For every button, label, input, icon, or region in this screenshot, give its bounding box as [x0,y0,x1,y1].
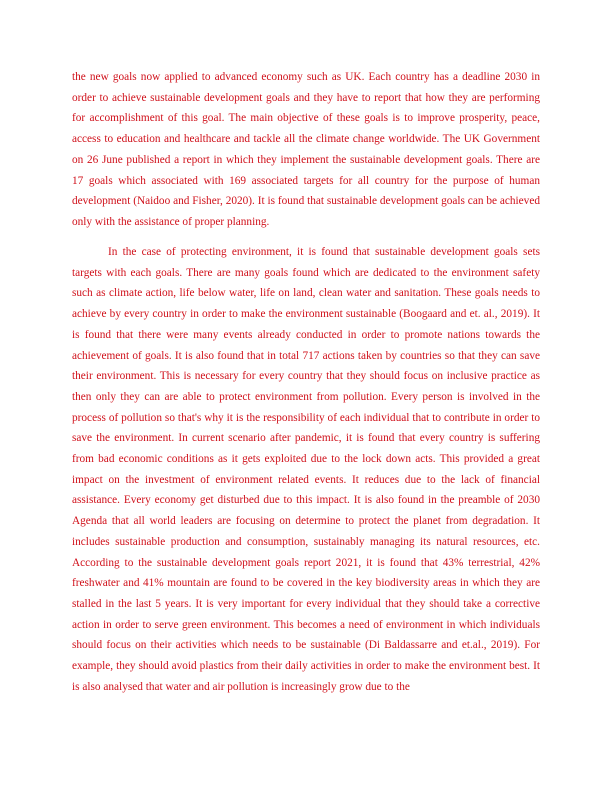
paragraph-2-container [72,242,540,697]
paragraph-1-container [72,67,540,233]
paragraph-1: the new goals now applied to advanced economy such as UK. Each country has a deadline 2030 in order to achieve sustainable development goals and they have to report that how they are performing for accomplishment of this goal. The main objective of these goals is to improve prosperity, peace, access to education and healthcare and tackle all the climate change worldwide. The UK Government on 26 June published a report in which they implement the sustainable development goals. There are 17 goals which associated with 169 associated targets for all country for the purpose of human development (Naidoo and Fisher, 2020). It is found that sustainable development goals can be achieved only with the assistance of proper planning. [72,71,540,228]
paragraph-2: In the case of protecting environment, it is found that sustainable development goals sets targets with each goals. There are many goals found which are dedicated to the environment safety such as climate action, life below water, life on land, clean water and sanitation. These goals needs to achieve by every country in order to make the environment sustainable (Boogaard and et. al., 2019). It is found that there were many events already conducted in order to promote nations towards the achievement of goals. It is also found that in total 717 actions taken by countries so that they can save their environment. This is necessary for every country that they should focus on inclusive practice as then only they can are able to protect environment from pollution. Every person is involved in the process of pollution so that's why it is the responsibility of each individual that to contribute in order to save the environment. In current scenario after pandemic, it is found that every country is suffering from bad economic conditions as it gets exploited due to the lock down acts. This provided a great impact on the investment of environment related events. It reduces due to the lack of financial assistance. Every economy get disturbed due to this impact. It is also found in the preamble of 2030 Agenda that all world leaders are focusing on determine to protect the planet from degradation. It includes sustainable production and consumption, sustainably managing its natural resources, etc. According to the sustainable development goals report 2021, it is found that 43% terrestrial, 42% freshwater and 41% mountain are found to be covered in the key biodiversity areas in which they are stalled in the last 5 years. It is very important for every individual that they should take a corrective action in order to serve green environment. This becomes a need of environment in which individuals should focus on their activities which needs to be sustainable (Di Baldassarre and et.al., 2019). For example, they should avoid plastics from their daily activities in order to make the environment best. It is also analysed that water and air pollution is increasingly grow due to the [72,246,540,693]
